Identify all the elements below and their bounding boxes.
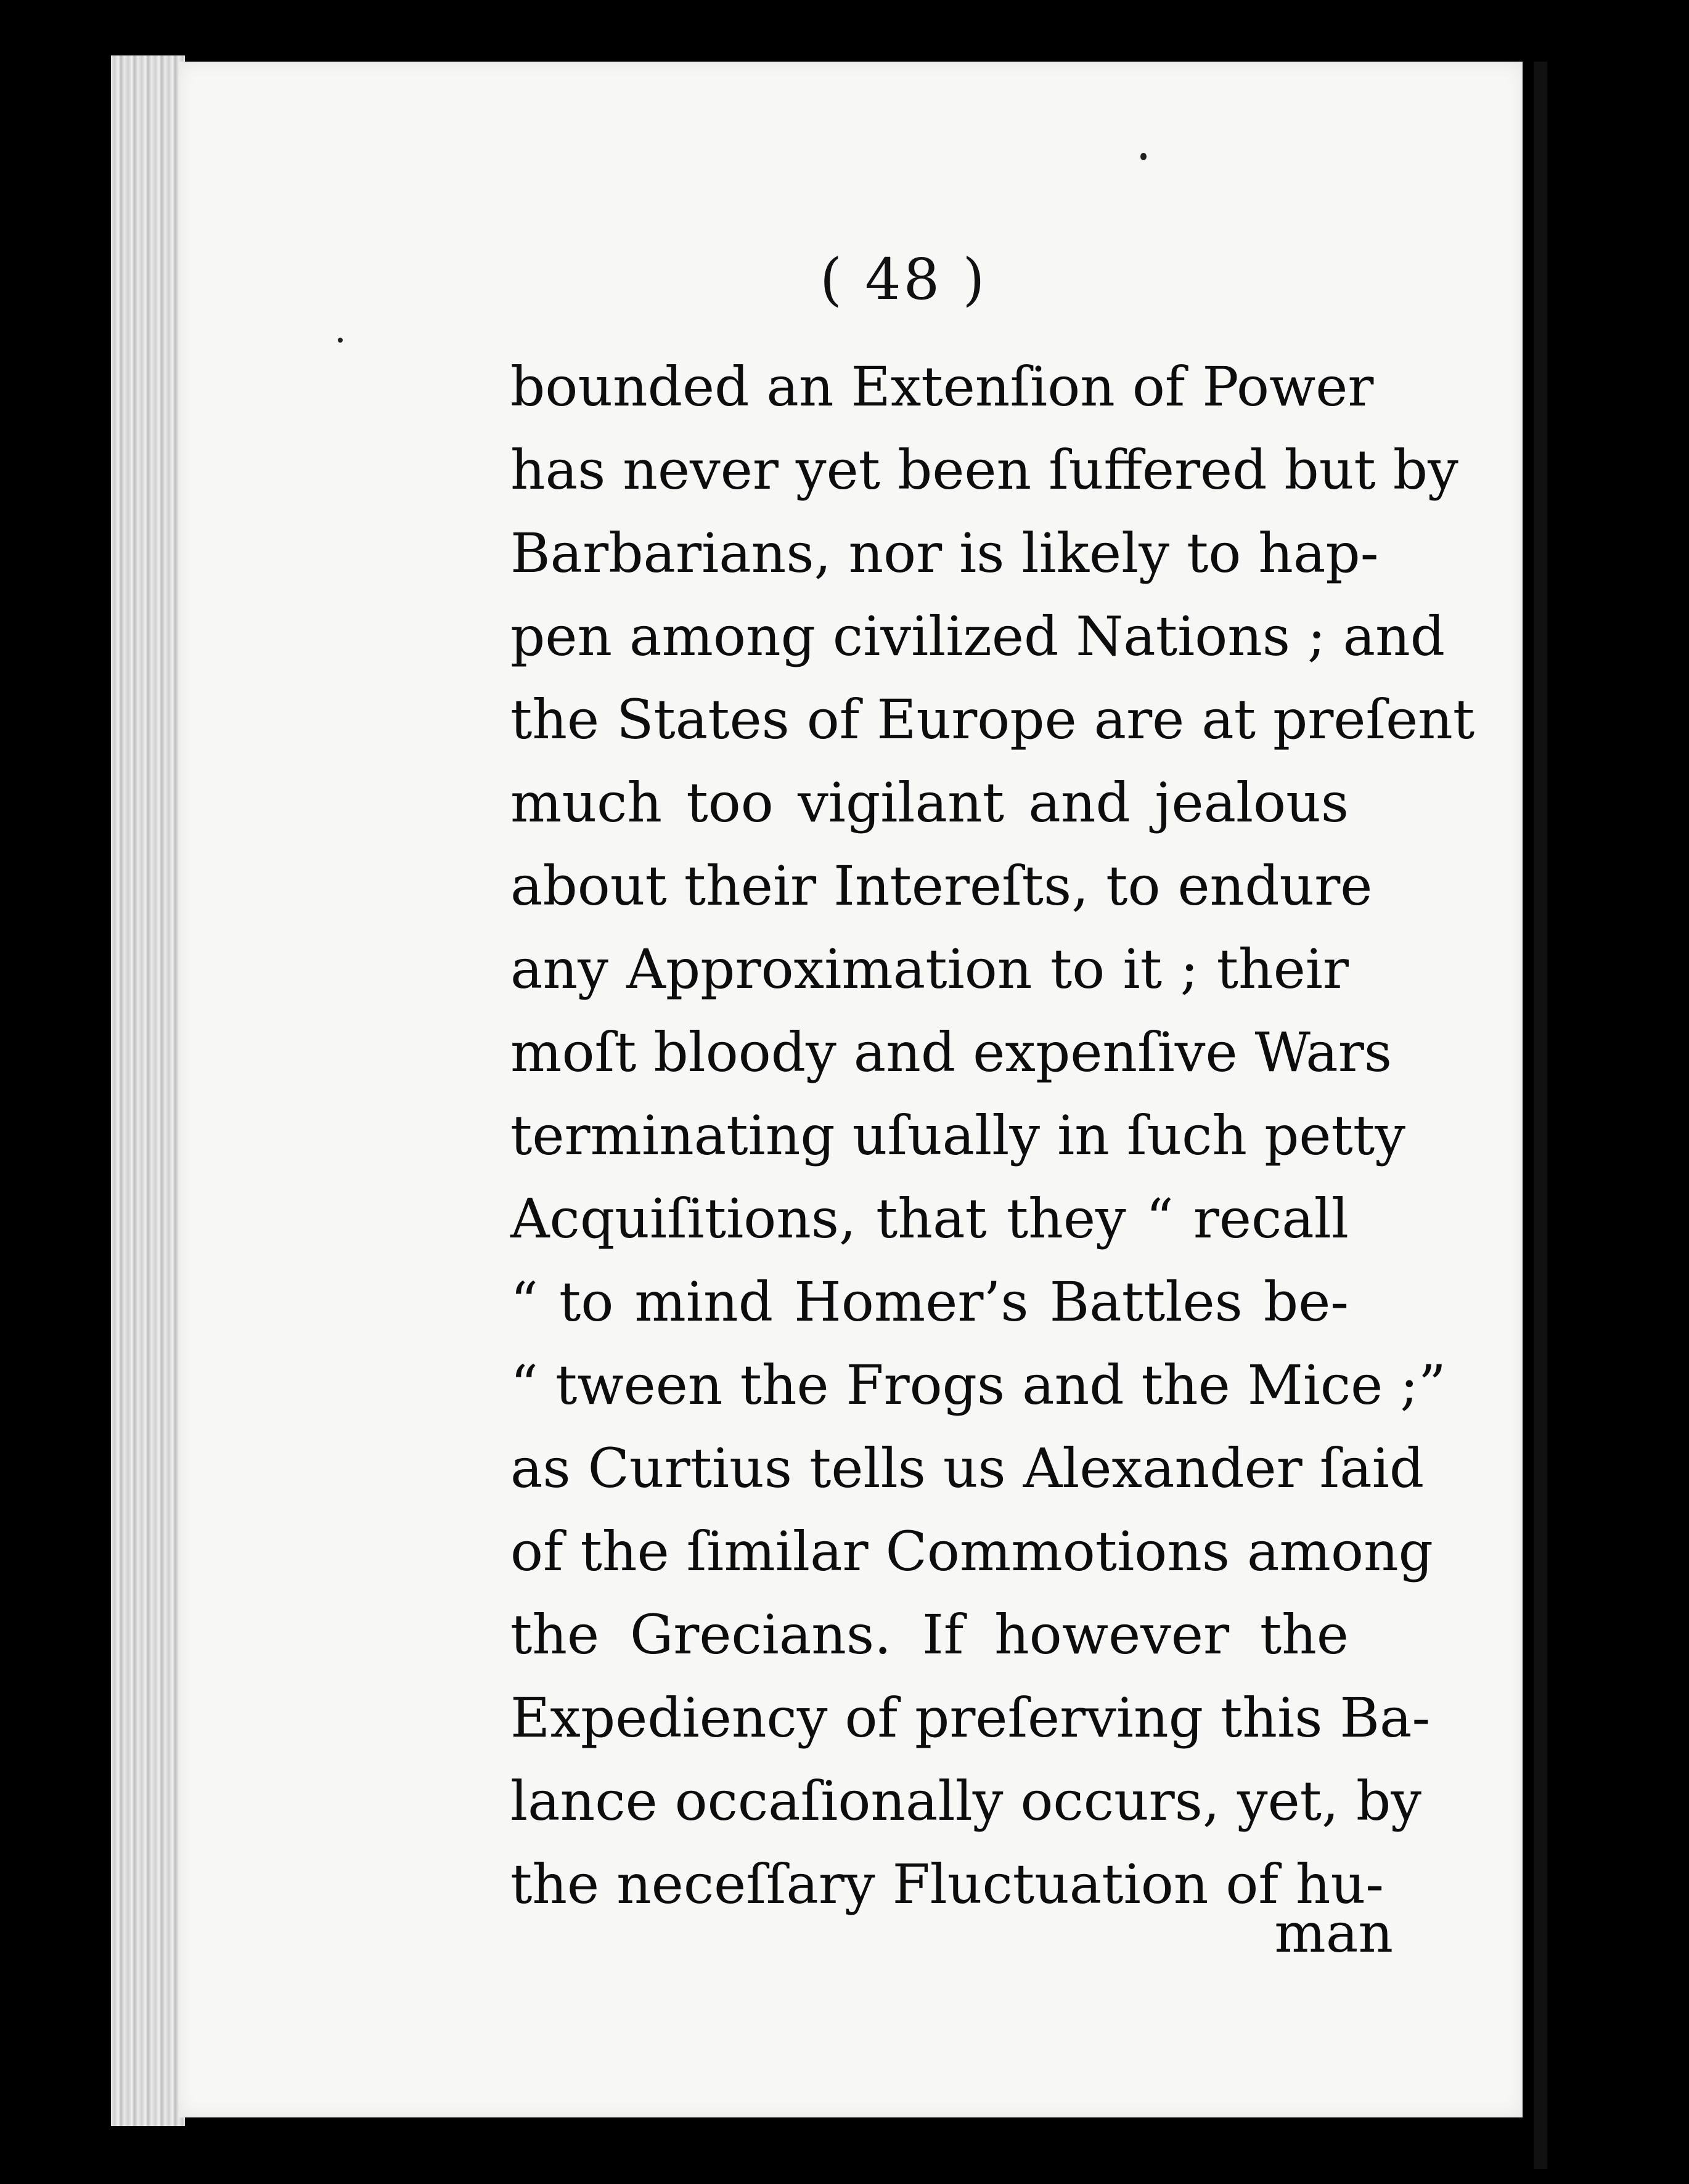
- text-line: has never yet been ſuffered but by: [510, 438, 1458, 502]
- ink-speck: [338, 338, 343, 343]
- text-line: “ to mind Homer’s Battles be-: [510, 1270, 1349, 1334]
- text-line: terminating uſually in ſuch petty: [510, 1104, 1405, 1167]
- text-line: of the ſimilar Commotions among: [510, 1520, 1433, 1583]
- text-line: the neceſſary Fluctuation of hu-: [510, 1852, 1384, 1916]
- page-number: ( 48 ): [820, 247, 988, 312]
- text-line: bounded an Extenſion of Power: [510, 355, 1374, 418]
- text-line: the States of Europe are at preſent: [510, 688, 1475, 751]
- text-line: Acquiſitions, that they “ recall: [510, 1187, 1349, 1250]
- catchword: man: [1274, 1901, 1393, 1965]
- text-line: Barbarians, nor is likely to hap-: [510, 521, 1379, 585]
- text-line: the Grecians. If however the: [510, 1603, 1349, 1666]
- text-line: moſt bloody and expenſive Wars: [510, 1021, 1392, 1084]
- text-line: any Approximation to it ; their: [510, 937, 1349, 1001]
- right-page-edge-dark: [1534, 62, 1547, 2169]
- book-fore-edge: [111, 55, 185, 2126]
- ink-speck: [1140, 153, 1147, 160]
- text-line: “ tween the Frogs and the Mice ;”: [510, 1353, 1446, 1417]
- text-line: lance occaſionally occurs, yet, by: [510, 1769, 1421, 1833]
- text-line: as Curtius tells us Alexander ſaid: [510, 1436, 1425, 1500]
- text-line: much too vigilant and jealous: [510, 771, 1349, 834]
- text-line: Expediency of preſerving this Ba-: [510, 1686, 1431, 1750]
- text-line: about their Intereſts, to endure: [510, 854, 1373, 918]
- text-block: [510, 345, 1475, 1926]
- text-line: pen among civilized Nations ; and: [510, 605, 1446, 668]
